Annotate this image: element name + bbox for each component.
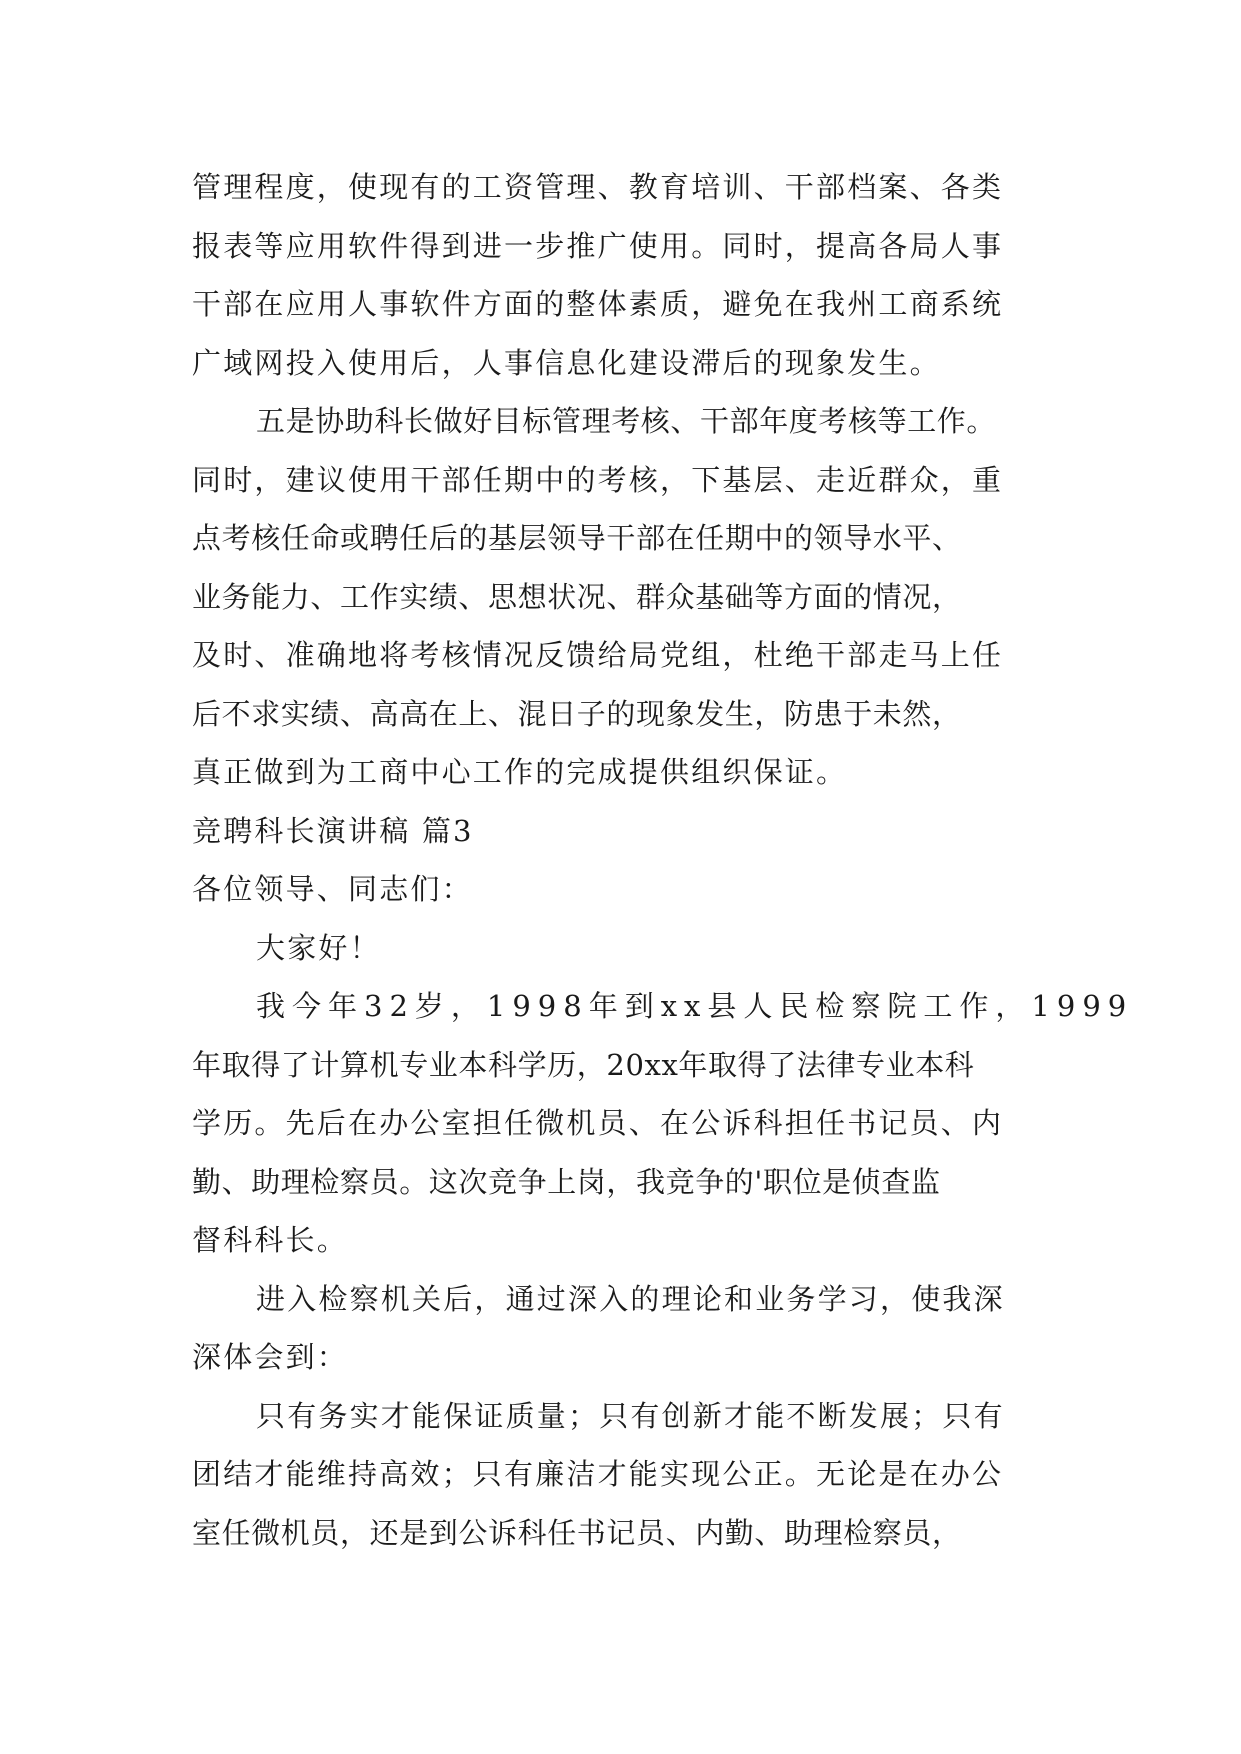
text-line: 同时，建议使用干部任期中的考核，下基层、走近群众，重 xyxy=(192,462,1004,497)
text-line: 业务能力、工作实绩、思想状况、群众基础等方面的情况， xyxy=(192,579,962,614)
text-line: 及时、准确地将考核情况反馈给局党组，杜绝干部走马上任 xyxy=(192,638,1004,672)
greeting: 大家好！ xyxy=(256,930,381,965)
text-line: 五是协助科长做好目标管理考核、干部年度考核等工作。 xyxy=(256,404,997,438)
text-line: 学历。先后在办公室担任微机员、在公诉科担任书记员、内 xyxy=(192,1106,1004,1140)
text-line: 深体会到： xyxy=(192,1340,349,1374)
text-line: 报表等应用软件得到进一步推广使用。同时，提高各局人事 xyxy=(192,228,1004,263)
text-line: 团结才能维持高效；只有廉洁才能实现公正。无论是在办公 xyxy=(192,1457,1004,1491)
salutation: 各位领导、同志们： xyxy=(192,872,473,906)
section-heading: 竞聘科长演讲稿 篇3 xyxy=(192,813,474,848)
text-line: 干部在应用人事软件方面的整体素质，避免在我州工商系统 xyxy=(192,287,1004,321)
text-line: 年取得了计算机专业本科学历，20xx年取得了法律专业本科 xyxy=(192,1047,975,1082)
text-line: 真正做到为工商中心工作的完成提供组织保证。 xyxy=(192,755,848,789)
text-line: 后不求实绩、高高在上、混日子的现象发生，防患于未然， xyxy=(192,696,962,731)
document-body xyxy=(192,158,1134,1562)
text-line: 只有务实才能保证质量；只有创新才能不断发展；只有 xyxy=(256,1398,1005,1433)
text-line: 我今年32岁，1998年到xx县人民检察院工作，1999 xyxy=(256,989,1134,1023)
text-line: 管理程度，使现有的工资管理、教育培训、干部档案、各类 xyxy=(192,170,1004,204)
text-line: 广域网投入使用后，人事信息化建设滞后的现象发生。 xyxy=(192,345,941,380)
text-line: 室任微机员，还是到公诉科任书记员、内勤、助理检察员， xyxy=(192,1515,962,1550)
text-line: 勤、助理检察员。这次竞争上岗，我竞争的'职位是侦查监 xyxy=(192,1164,941,1199)
text-line: 督科科长。 xyxy=(192,1223,349,1257)
text-line: 点考核任命或聘任后的基层领导干部在任期中的领导水平、 xyxy=(192,521,962,555)
text-line: 进入检察机关后，通过深入的理论和业务学习，使我深 xyxy=(256,1281,1005,1316)
